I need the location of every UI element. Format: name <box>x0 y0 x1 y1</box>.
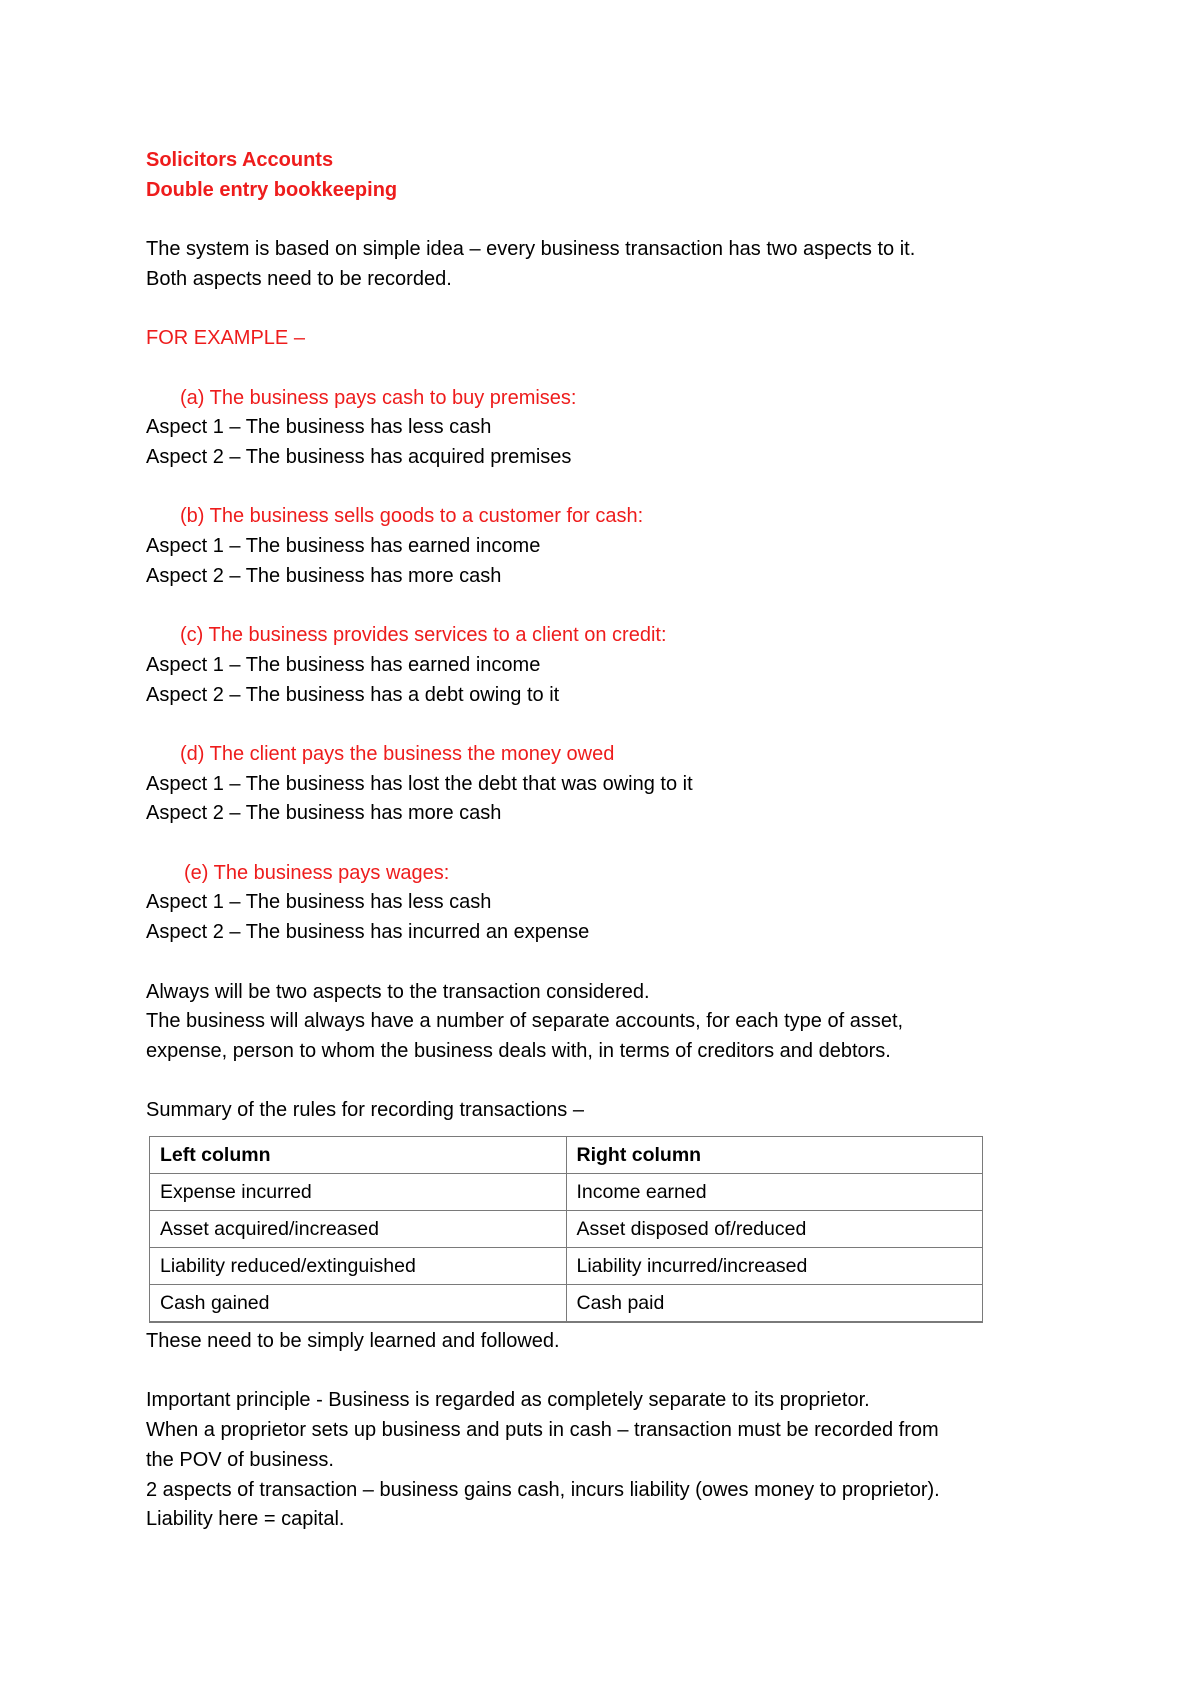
example-aspect: Aspect 1 – The business has earned income <box>146 653 541 676</box>
principle-line: When a proprietor sets up business and puts in cash – transaction must be recorded from <box>146 1419 939 1442</box>
table-cell: Expense incurred <box>150 1174 567 1211</box>
doc-title: Solicitors Accounts <box>146 149 334 171</box>
example-aspect: Aspect 2 – The business has incurred an expense <box>146 921 590 944</box>
table-row <box>150 1285 983 1323</box>
example-heading: (e) The business pays wages: <box>184 861 450 884</box>
example-b <box>146 502 1046 591</box>
example-aspect: Aspect 1 – The business has earned income <box>146 535 541 558</box>
example-heading: (a) The business pays cash to buy premises: <box>180 386 577 409</box>
rules-table <box>149 1136 983 1323</box>
table-cell: Income earned <box>566 1174 983 1211</box>
table-cell: Asset acquired/increased <box>150 1211 567 1248</box>
doc-subtitle: Double entry bookkeeping <box>146 178 398 201</box>
rules-table-wrapper <box>149 1136 1046 1323</box>
principle-line: the POV of business. <box>146 1448 334 1471</box>
example-aspect: Aspect 2 – The business has a debt owing to it <box>146 683 560 706</box>
example-aspect: Aspect 2 – The business has more cash <box>146 802 502 825</box>
example-aspect: Aspect 2 – The business has more cash <box>146 564 502 587</box>
summary-intro: Summary of the rules for recording transactions – <box>146 1099 584 1122</box>
principle-line: Liability here = capital. <box>146 1508 345 1531</box>
example-heading: (c) The business provides services to a client on credit: <box>180 624 667 647</box>
example-heading: (b) The business sells goods to a customer for cash: <box>180 505 644 528</box>
always-line: Always will be two aspects to the transaction considered. <box>146 980 650 1003</box>
table-row <box>150 1174 983 1211</box>
example-aspect: Aspect 1 – The business has less cash <box>146 416 492 439</box>
after-table-note: These need to be simply learned and followed. <box>146 1330 560 1353</box>
example-d <box>146 740 1046 829</box>
always-line: expense, person to whom the business deals with, in terms of creditors and debtors. <box>146 1039 891 1062</box>
example-e <box>146 859 1046 948</box>
table-cell: Cash paid <box>566 1285 983 1323</box>
table-cell: Liability incurred/increased <box>566 1248 983 1285</box>
document-page <box>146 146 1046 1535</box>
principle-line: 2 aspects of transaction – business gains cash, incurs liability (owes money to proprietor). <box>146 1478 940 1501</box>
table-cell: Asset disposed of/reduced <box>566 1211 983 1248</box>
example-aspect: Aspect 1 – The business has less cash <box>146 891 492 914</box>
table-cell: Cash gained <box>150 1285 567 1323</box>
table-header-cell: Left column <box>150 1137 567 1174</box>
example-aspect: Aspect 1 – The business has lost the debt that was owing to it <box>146 772 693 795</box>
example-a <box>146 384 1046 473</box>
table-row <box>150 1211 983 1248</box>
table-header-cell: Right column <box>566 1137 983 1174</box>
example-c <box>146 621 1046 710</box>
intro-line: The system is based on simple idea – every business transaction has two aspects to it. <box>146 238 916 261</box>
intro-line: Both aspects need to be recorded. <box>146 267 452 290</box>
principle-line: Important principle - Business is regarded as completely separate to its proprietor. <box>146 1389 870 1412</box>
example-heading: (d) The client pays the business the money owed <box>180 742 615 765</box>
table-cell: Liability reduced/extinguished <box>150 1248 567 1285</box>
table-row <box>150 1248 983 1285</box>
example-aspect: Aspect 2 – The business has acquired premises <box>146 445 572 468</box>
for-example-label: FOR EXAMPLE – <box>146 327 305 350</box>
always-line: The business will always have a number of separate accounts, for each type of asset, <box>146 1010 904 1033</box>
table-header-row <box>150 1137 983 1174</box>
